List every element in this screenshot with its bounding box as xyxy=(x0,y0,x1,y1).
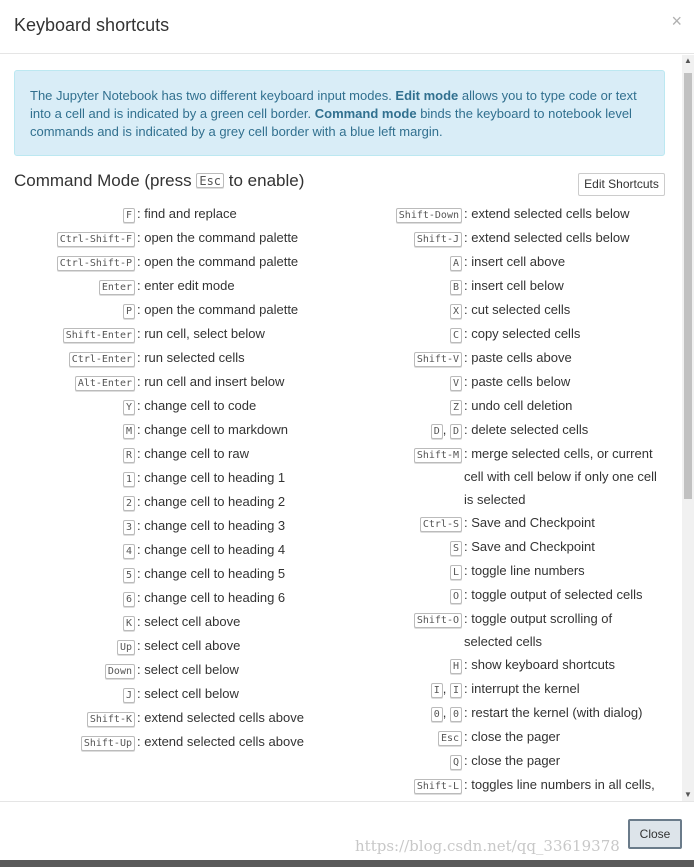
shortcut-keys xyxy=(0,730,135,754)
shortcut-keys xyxy=(0,610,135,634)
key-cap: 2 xyxy=(123,496,135,511)
shortcut-description: : copy selected cells xyxy=(464,326,581,341)
key-cap: Ctrl-Shift-P xyxy=(57,256,135,271)
shortcut-row xyxy=(0,322,340,346)
shortcut-keys xyxy=(340,442,462,511)
dialog-header xyxy=(0,0,694,54)
shortcut-description: : delete selected cells xyxy=(464,422,589,437)
scroll-down-arrow-icon[interactable]: ▼ xyxy=(684,790,692,799)
shortcut-description: : select cell above xyxy=(137,614,241,629)
shortcut-keys xyxy=(0,274,135,298)
key-cap: D xyxy=(431,424,443,439)
shortcut-keys xyxy=(340,583,462,607)
watermark: https://blog.csdn.net/qq_33619378 xyxy=(355,837,620,855)
key-cap: Shift-Enter xyxy=(63,328,135,343)
shortcut-row xyxy=(0,346,340,370)
key-cap: Shift-L xyxy=(414,779,462,794)
shortcut-description: : close the pager xyxy=(464,729,561,744)
key-cap: Shift-O xyxy=(414,613,462,628)
key-separator: , xyxy=(442,681,450,696)
shortcut-keys xyxy=(0,562,135,586)
shortcut-row xyxy=(0,202,340,226)
shortcut-keys xyxy=(340,394,462,418)
key-separator: , xyxy=(442,422,450,437)
shortcut-keys xyxy=(0,226,135,250)
shortcut-row xyxy=(340,346,680,370)
shortcut-description: : merge selected cells, or current cell with cell below if only one cell is selected xyxy=(464,446,657,507)
shortcut-keys xyxy=(0,658,135,682)
shortcut-row xyxy=(340,202,680,226)
shortcut-description: : Save and Checkpoint xyxy=(464,515,595,530)
key-cap: Ctrl-Enter xyxy=(69,352,135,367)
dialog-footer xyxy=(0,801,694,867)
shortcut-keys xyxy=(340,346,462,370)
key-cap: Q xyxy=(450,755,462,770)
shortcut-description: : insert cell below xyxy=(464,278,564,293)
key-cap: D xyxy=(450,424,462,439)
shortcut-keys xyxy=(0,634,135,658)
shortcut-row xyxy=(0,274,340,298)
shortcut-keys xyxy=(0,466,135,490)
key-cap: Up xyxy=(117,640,135,655)
info-text-2: allows you to type code or text into a cell and is indicated by a green cell border. xyxy=(30,88,637,121)
shortcut-description: : change cell to heading 4 xyxy=(137,542,286,557)
shortcut-description: : run cell and insert below xyxy=(137,374,285,389)
shortcut-description: : open the command palette xyxy=(137,302,299,317)
shortcut-row xyxy=(0,490,340,514)
edit-shortcuts-button[interactable]: Edit Shortcuts xyxy=(578,173,665,196)
shortcut-description: : extend selected cells below xyxy=(464,230,630,245)
key-cap: K xyxy=(123,616,135,631)
shortcut-keys xyxy=(340,535,462,559)
shortcut-keys xyxy=(0,250,135,274)
key-cap: P xyxy=(123,304,135,319)
shortcut-description: : paste cells below xyxy=(464,374,571,389)
shortcut-description: : insert cell above xyxy=(464,254,566,269)
shortcut-row xyxy=(340,701,680,725)
shortcut-row xyxy=(0,538,340,562)
shortcut-description: : paste cells above xyxy=(464,350,572,365)
shortcut-keys xyxy=(0,418,135,442)
close-button[interactable]: Close xyxy=(628,819,682,849)
shortcut-description: : undo cell deletion xyxy=(464,398,573,413)
shortcut-row xyxy=(0,634,340,658)
shortcut-description: : toggle output of selected cells xyxy=(464,587,643,602)
shortcut-description: : extend selected cells above xyxy=(137,710,304,725)
key-cap: Alt-Enter xyxy=(75,376,135,391)
shortcut-row xyxy=(340,370,680,394)
shortcut-row xyxy=(0,562,340,586)
shortcut-row xyxy=(0,370,340,394)
shortcut-keys xyxy=(0,490,135,514)
shortcut-keys xyxy=(340,773,462,797)
shortcut-row xyxy=(0,610,340,634)
key-cap: Shift-Down xyxy=(396,208,462,223)
shortcut-row xyxy=(0,226,340,250)
key-cap: L xyxy=(450,565,462,580)
esc-key: Esc xyxy=(196,173,224,188)
info-text-1: The Jupyter Notebook has two different keyboard input modes. xyxy=(30,88,396,103)
shortcut-row xyxy=(340,653,680,677)
key-cap: A xyxy=(450,256,462,271)
key-cap: Shift-M xyxy=(414,448,462,463)
shortcut-description: : find and replace xyxy=(137,206,237,221)
key-cap: S xyxy=(450,541,462,556)
key-cap: Z xyxy=(450,400,462,415)
shortcut-row xyxy=(340,274,680,298)
command-mode-heading-prefix: Command Mode (press xyxy=(14,171,197,190)
key-cap: 0 xyxy=(450,707,462,722)
shortcut-row xyxy=(0,586,340,610)
shortcut-row xyxy=(340,583,680,607)
shortcut-row xyxy=(340,677,680,701)
info-edit-mode: Edit mode xyxy=(395,88,459,103)
shortcut-description: : cut selected cells xyxy=(464,302,571,317)
shortcut-row xyxy=(0,466,340,490)
key-cap: X xyxy=(450,304,462,319)
key-cap: Ctrl-S xyxy=(420,517,462,532)
shortcut-keys xyxy=(340,298,462,322)
shortcut-row xyxy=(340,511,680,535)
shortcut-description: : restart the kernel (with dialog) xyxy=(464,705,643,720)
shortcut-row xyxy=(340,749,680,773)
shortcut-description: : close the pager xyxy=(464,753,561,768)
shortcut-row xyxy=(0,682,340,706)
command-mode-heading xyxy=(14,171,304,191)
scroll-up-arrow-icon[interactable]: ▲ xyxy=(684,56,692,65)
key-cap: Shift-J xyxy=(414,232,462,247)
shortcut-row xyxy=(0,418,340,442)
shortcut-keys xyxy=(340,511,462,535)
key-cap: 4 xyxy=(123,544,135,559)
shortcut-keys xyxy=(0,538,135,562)
shortcut-keys xyxy=(0,322,135,346)
key-cap: J xyxy=(123,688,135,703)
key-cap: M xyxy=(123,424,135,439)
shortcut-keys xyxy=(0,706,135,730)
right-shortcut-column xyxy=(340,202,680,797)
shortcut-description: : change cell to raw xyxy=(137,446,250,461)
shortcut-keys xyxy=(0,394,135,418)
shortcut-row xyxy=(340,298,680,322)
shortcut-row xyxy=(0,730,340,754)
shortcut-keys xyxy=(340,418,462,442)
shortcut-keys xyxy=(0,514,135,538)
key-cap: R xyxy=(123,448,135,463)
key-cap: Shift-Up xyxy=(81,736,135,751)
shortcut-description: : change cell to heading 1 xyxy=(137,470,286,485)
shortcut-row xyxy=(340,535,680,559)
key-cap: I xyxy=(431,683,443,698)
key-cap: H xyxy=(450,659,462,674)
shortcut-row xyxy=(340,725,680,749)
shortcut-description: : toggles line numbers in all cells, xyxy=(464,777,655,792)
key-cap: I xyxy=(450,683,462,698)
command-mode-heading-suffix: to enable) xyxy=(224,171,305,190)
left-shortcut-column xyxy=(0,202,340,754)
shortcut-keys xyxy=(0,370,135,394)
key-separator: , xyxy=(442,705,450,720)
shortcut-description: : change cell to heading 6 xyxy=(137,590,286,605)
key-cap: O xyxy=(450,589,462,604)
shortcut-row xyxy=(0,298,340,322)
shortcut-description: : change cell to heading 2 xyxy=(137,494,286,509)
shortcut-description: : toggle output scrolling of selected cells xyxy=(464,611,613,649)
shortcut-description: : select cell above xyxy=(137,638,241,653)
shortcut-keys xyxy=(340,559,462,583)
shortcut-keys xyxy=(340,202,462,226)
shortcut-keys xyxy=(0,298,135,322)
shortcut-keys xyxy=(340,749,462,773)
shortcut-description: : change cell to code xyxy=(137,398,257,413)
scrollbar-thumb[interactable] xyxy=(684,73,692,499)
key-cap: Down xyxy=(105,664,135,679)
shortcut-row xyxy=(340,226,680,250)
key-cap: F xyxy=(123,208,135,223)
key-cap: Y xyxy=(123,400,135,415)
shortcut-keys xyxy=(340,677,462,701)
key-cap: Shift-V xyxy=(414,352,462,367)
shortcut-row xyxy=(340,322,680,346)
shortcut-description: : show keyboard shortcuts xyxy=(464,657,616,672)
shortcut-row xyxy=(340,442,680,511)
shortcut-row xyxy=(0,442,340,466)
key-cap: Ctrl-Shift-F xyxy=(57,232,135,247)
key-cap: V xyxy=(450,376,462,391)
key-cap: 0 xyxy=(431,707,443,722)
shortcut-description: : change cell to markdown xyxy=(137,422,289,437)
shortcut-row xyxy=(0,250,340,274)
shortcut-description: : interrupt the kernel xyxy=(464,681,580,696)
shortcut-keys xyxy=(340,701,462,725)
dialog-title: Keyboard shortcuts xyxy=(14,15,170,35)
shortcut-row xyxy=(0,394,340,418)
shortcut-keys xyxy=(0,442,135,466)
shortcut-row xyxy=(0,706,340,730)
shortcut-description: : toggle line numbers xyxy=(464,563,585,578)
dialog-body[interactable] xyxy=(0,55,694,801)
shortcut-description: : change cell to heading 3 xyxy=(137,518,286,533)
shortcut-description: : extend selected cells below xyxy=(464,206,630,221)
bottom-strip xyxy=(0,860,694,867)
key-cap: Enter xyxy=(99,280,135,295)
shortcut-keys xyxy=(0,202,135,226)
key-cap: 6 xyxy=(123,592,135,607)
shortcut-row xyxy=(340,773,680,797)
key-cap: 1 xyxy=(123,472,135,487)
shortcut-keys xyxy=(340,250,462,274)
shortcut-keys xyxy=(340,274,462,298)
shortcut-description: : select cell below xyxy=(137,662,239,677)
shortcut-description: : change cell to heading 5 xyxy=(137,566,286,581)
vertical-scrollbar[interactable] xyxy=(682,55,694,801)
key-cap: Esc xyxy=(438,731,462,746)
shortcut-keys xyxy=(340,322,462,346)
shortcut-description: : select cell below xyxy=(137,686,239,701)
shortcut-description: : run cell, select below xyxy=(137,326,265,341)
shortcut-row xyxy=(340,394,680,418)
key-cap: 3 xyxy=(123,520,135,535)
shortcut-keys xyxy=(0,346,135,370)
shortcut-row xyxy=(0,658,340,682)
shortcut-keys xyxy=(340,653,462,677)
info-text-3: binds the keyboard to notebook level commands and is indicated by a grey cell border with a blue left margin. xyxy=(30,106,632,139)
shortcut-description: : open the command palette xyxy=(137,230,299,245)
shortcut-keys xyxy=(340,725,462,749)
shortcut-keys xyxy=(340,226,462,250)
info-alert xyxy=(14,70,665,156)
shortcut-keys xyxy=(340,607,462,653)
key-cap: 5 xyxy=(123,568,135,583)
shortcut-description: : extend selected cells above xyxy=(137,734,304,749)
shortcut-keys xyxy=(0,682,135,706)
shortcut-keys xyxy=(340,370,462,394)
shortcut-row xyxy=(340,607,680,653)
key-cap: C xyxy=(450,328,462,343)
shortcut-description: : enter edit mode xyxy=(137,278,235,293)
shortcut-description: : open the command palette xyxy=(137,254,299,269)
key-cap: Shift-K xyxy=(87,712,135,727)
shortcut-row xyxy=(0,514,340,538)
shortcut-description: : Save and Checkpoint xyxy=(464,539,595,554)
shortcut-row xyxy=(340,418,680,442)
key-cap: B xyxy=(450,280,462,295)
shortcut-description: : run selected cells xyxy=(137,350,245,365)
info-command-mode: Command mode xyxy=(314,106,417,121)
close-icon[interactable]: × xyxy=(671,11,682,31)
shortcut-row xyxy=(340,559,680,583)
shortcut-keys xyxy=(0,586,135,610)
shortcut-row xyxy=(340,250,680,274)
